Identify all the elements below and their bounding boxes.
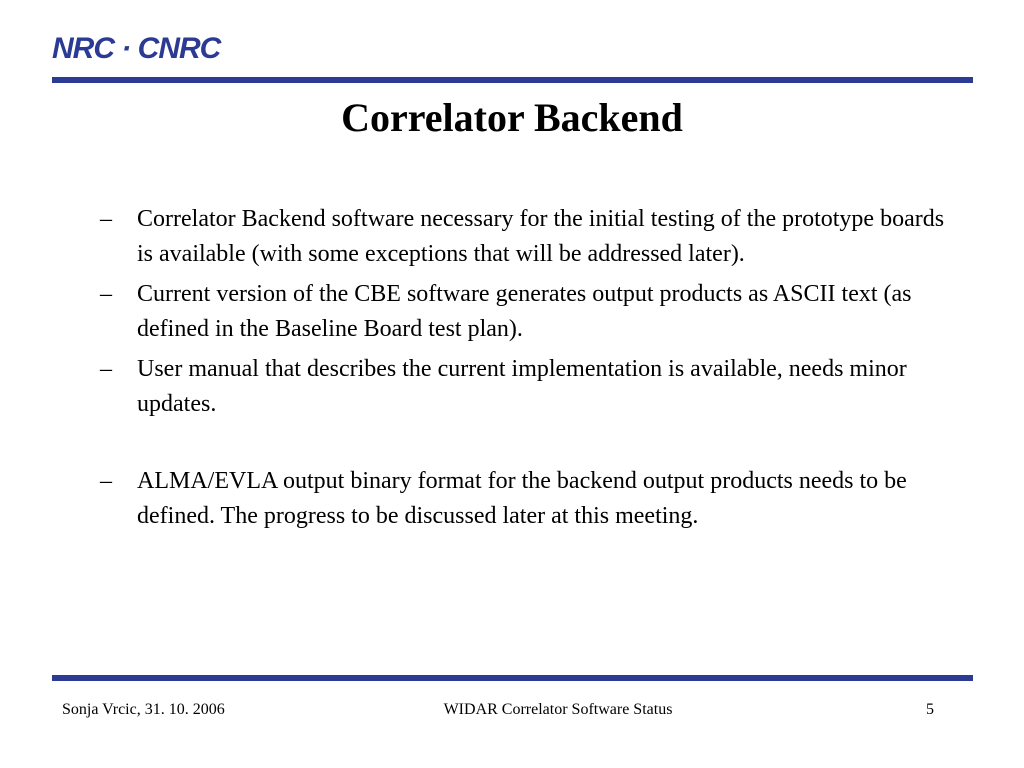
header-rule bbox=[52, 77, 973, 83]
bullet-item bbox=[100, 277, 960, 347]
footer-rule bbox=[52, 675, 973, 681]
bullet-item bbox=[100, 352, 960, 422]
bullet-text: User manual that describes the current implementation is available, needs minor updates. bbox=[137, 356, 907, 417]
bullet-item bbox=[100, 202, 960, 272]
nrc-cnrc-logo: NRC · CNRC bbox=[52, 32, 221, 65]
bullet-text: ALMA/EVLA output binary format for the backend output products needs to be defined. The progress to be discussed later at this meeting. bbox=[137, 468, 907, 529]
slide-title: Correlator Backend bbox=[341, 95, 683, 140]
dash-marker: – bbox=[100, 468, 112, 494]
dash-marker: – bbox=[100, 281, 112, 307]
dash-marker: – bbox=[100, 206, 112, 232]
bullet-item bbox=[100, 464, 960, 534]
footer-presentation-title: WIDAR Correlator Software Status bbox=[443, 701, 673, 718]
footer-author-date: Sonja Vrcic, 31. 10. 2006 bbox=[62, 701, 225, 718]
dash-marker: – bbox=[100, 356, 112, 382]
bullet-text: Correlator Backend software necessary for the initial testing of the prototype boards is available (with some exceptions that will be addressed later). bbox=[137, 206, 945, 267]
page-number: 5 bbox=[926, 701, 934, 718]
bullet-text: Current version of the CBE software generates output products as ASCII text (as defined in the Baseline Board test plan). bbox=[137, 281, 912, 342]
bullet-list bbox=[100, 202, 960, 539]
